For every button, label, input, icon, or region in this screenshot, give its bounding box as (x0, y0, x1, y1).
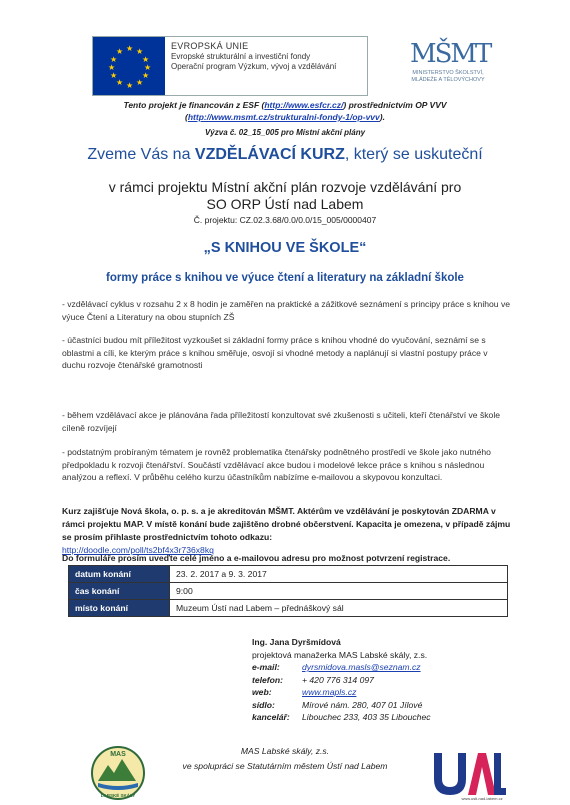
phone-value: + 420 776 314 097 (302, 674, 374, 685)
paragraph-3: - během vzdělávací akce je plánována řada příležitostí konzultovat své zkušenosti s učiteli, kteří čtenářství ve škole cíleně rozvíjejí (62, 410, 501, 433)
table-row (69, 600, 508, 617)
invite-course-label: VZDĚLÁVACÍ KURZ (194, 146, 345, 163)
paragraph-2: - účastníci budou mít příležitost vyzkoušet si základní formy práce s knihou vhodné do vyučování, seznámí se s oblastmi a cíli, ke kterým práce s knihou směřuje, osvojí si vhodné metody a naplánují si vlastní postupy práce v duchu rozvoje čtenářské gramotnosti (62, 335, 488, 371)
table-label: čas konání (69, 583, 170, 600)
table-row (69, 566, 508, 583)
course-note (62, 505, 512, 557)
invite-heading (0, 146, 570, 164)
funding-line-1 (0, 100, 570, 110)
msmt-link[interactable]: http://www.msmt.cz/strukturalni-fondy-1/op-vvv (187, 112, 380, 122)
table-label: datum konání (69, 566, 170, 583)
table-value: 9:00 (170, 583, 508, 600)
info-table (68, 565, 508, 617)
msmt-sub-line1: MINISTERSTVO ŠKOLSTVÍ, (412, 70, 484, 76)
footer-line-2: ve spolupráci se Statutárním městem Ústí nad Labem (182, 761, 388, 771)
eu-funds-line: Evropské strukturální a investiční fondy (171, 51, 311, 61)
contact-block (252, 636, 431, 724)
funding-line-2 (0, 112, 570, 122)
eu-logo (92, 36, 368, 96)
project-line-1: v rámci projektu Místní akční plán rozvoje vzdělávání pro (108, 179, 462, 195)
form-instruction: Do formuláře prosím uveďte celé jméno a e-mailovou adresu pro možnost potvrzení registrace. (62, 553, 451, 563)
funding-text-c: ( (185, 112, 188, 122)
mas-logo-text: MAS (110, 751, 126, 758)
ual-logo-url: www.usti-nad-labem.cz (461, 796, 503, 801)
eu-program-line: Operační program Výzkum, vývoj a vzdělávání (171, 62, 337, 71)
funding-text-a: Tento projekt je financován z ESF ( (123, 100, 265, 110)
paragraph-4: - podstatným probíraným tématem je rovněž problematika čtenářsky podnětného prostředí ve škole jako nutného předpokladu k rozvoji čtenářství. Součástí vzdělávací akce budou i modelové lekce práce s knihou s následnou analýzou a reflexí. V průběhu celého kurzu účastníkům nabízíme e-mailovou a skypovou konzultaci. (62, 447, 491, 483)
mas-logo-subtext: LABSKÉ SKÁLY (100, 793, 136, 798)
phone-label: telefon: (252, 674, 284, 685)
seat-label: sídlo: (252, 699, 275, 710)
contact-name: Ing. Jana Dyršmídová (252, 637, 341, 647)
footer-line-1: MAS Labské skály, z.s. (240, 746, 330, 756)
course-title: „S KNIHOU VE ŠKOLE“ (203, 240, 367, 256)
esf-link[interactable]: http://www.esfcr.cz/ (264, 100, 344, 110)
office-label: kancelář: (252, 712, 290, 722)
project-number: Č. projektu: CZ.02.3.68/0.0/0.0/15_005/0000407 (193, 215, 377, 225)
table-value: Muzeum Ústí nad Labem – přednáškový sál (170, 600, 508, 617)
msmt-mark: MŠMT (410, 39, 491, 69)
eu-flag-icon: ★ ★ ★ ★ ★ ★ ★ ★ ★ ★ ★ ★ (93, 37, 165, 95)
contact-role: projektová manažerka MAS Labské skály, z.s. (252, 649, 428, 660)
funding-text-b: ) prostřednictvím OP VVV (343, 100, 447, 110)
email-link[interactable]: dyrsmidova.masls@seznam.cz (302, 662, 421, 672)
msmt-sub-line2: MLÁDEŽE A TĚLOVÝCHOVY (411, 77, 485, 83)
invite-text-c: , který se uskuteční (344, 146, 483, 163)
table-label: místo konání (69, 600, 170, 617)
seat-value: Mírové nám. 280, 407 01 Jílové (302, 699, 423, 710)
email-label: e-mail: (252, 662, 280, 672)
web-link[interactable]: www.mapls.cz (302, 687, 357, 697)
funding-text-d: ). (379, 112, 385, 122)
note-text: Kurz zajišťuje Nová škola, o. p. s. a je akreditován MŠMT. Aktérům ve vzdělávání je poskytován ZDARMA v rámci projektu MAP. V místě konání bude zajištěno drobné občerstvení. Kapacita je omezena, v případě zájmu se prosím přihlaste prostřednictvím tohoto odkazu: (62, 506, 511, 542)
doodle-link[interactable]: http://doodle.com/poll/ts2bf4x3r736x8kq (62, 545, 214, 555)
office-value: Libouchec 233, 403 35 Libouchec (302, 712, 431, 722)
web-label: web: (252, 687, 272, 697)
table-row (69, 583, 508, 600)
table-value: 23. 2. 2017 a 9. 3. 2017 (170, 566, 508, 583)
invite-text-a: Zveme Vás na (87, 146, 195, 163)
call-number: Výzva č. 02_15_005 pro Místní akční plány (204, 128, 366, 137)
msmt-logo (410, 39, 491, 96)
eu-title: EVROPSKÁ UNIE (171, 41, 249, 51)
paragraph-1: - vzdělávací cyklus v rozsahu 2 x 8 hodin je zaměřen na praktické a zážitkové seznámení s principy práce s knihou ve výuce Čtení a Literatury na obou stupních ZŠ (62, 299, 511, 322)
project-line-2: SO ORP Ústí nad Labem (206, 196, 364, 212)
course-subtitle: formy práce s knihou ve výuce čtení a literatury na základní škole (106, 272, 464, 284)
